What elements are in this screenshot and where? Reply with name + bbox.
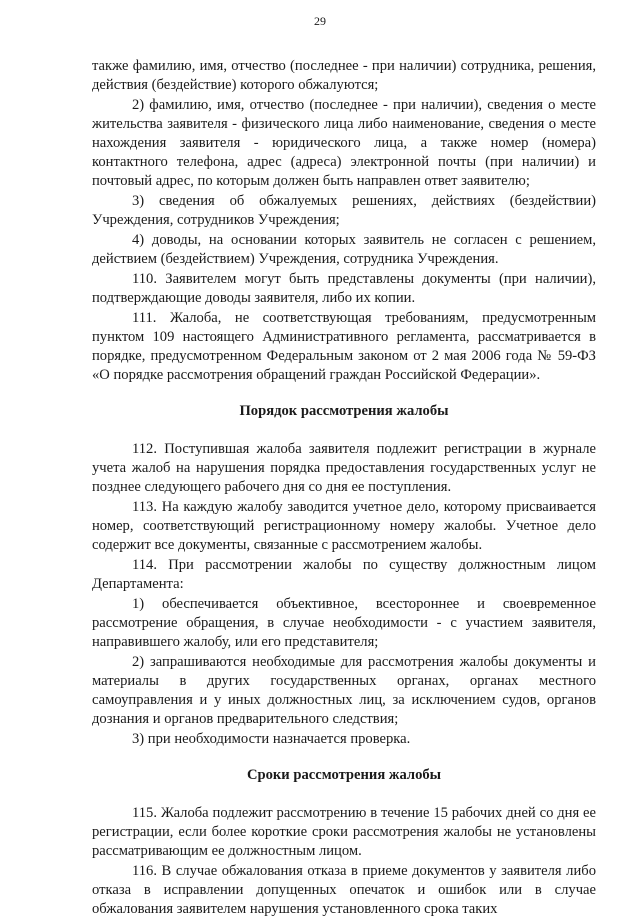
paragraph-114-item-1: 1) обеспечивается объективное, всестороннее и своевременное рассмотрение обращения, в случае необходимости - с участием заявителя, направившего жалобу, или его представителя; bbox=[92, 596, 596, 650]
paragraph-116: 116. В случае обжалования отказа в приеме документов у заявителя либо отказа в исправлении допущенных опечаток и ошибок или в случае обжалования заявителем нарушения установленного срока таких bbox=[92, 863, 596, 917]
document-body bbox=[92, 57, 596, 920]
paragraph-114: 114. При рассмотрении жалобы по существу должностным лицом Департамента: bbox=[92, 557, 596, 592]
paragraph-item-2: 2) фамилию, имя, отчество (последнее - при наличии), сведения о месте жительства заявителя - физического лица либо наименование, сведения о месте нахождения заявителя - юридического лица, а также номер (номера) контактного телефона, адрес (адреса) электронной почты (при наличии) и почтовый адрес, по которым должен быть направлен ответ заявителю; bbox=[92, 97, 596, 189]
paragraph-112: 112. Поступившая жалоба заявителя подлежит регистрации в журнале учета жалоб на нарушения порядка предоставления государственных услуг не позднее следующего рабочего дня со дня ее поступления. bbox=[92, 441, 596, 495]
paragraph-item-4: 4) доводы, на основании которых заявитель не согласен с решением, действием (бездействием) Учреждения, сотрудника Учреждения. bbox=[92, 232, 596, 267]
paragraph-113: 113. На каждую жалобу заводится учетное дело, которому присваивается номер, соответствующий регистрационному номеру жалобы. Учетное дело содержит все документы, связанные с рассмотрением жалобы. bbox=[92, 499, 596, 553]
section-heading-review-procedure: Порядок рассмотрения жалобы bbox=[239, 403, 449, 419]
paragraph-continuation: также фамилию, имя, отчество (последнее - при наличии) сотрудника, решения, действия (бездействие) которого обжалуются; bbox=[92, 58, 596, 93]
paragraph-115: 115. Жалоба подлежит рассмотрению в течение 15 рабочих дней со дня ее регистрации, если более короткие сроки рассмотрения жалобы не установлены рассматривающим ее должностным лицом. bbox=[92, 805, 596, 859]
section-heading-review-terms: Сроки рассмотрения жалобы bbox=[246, 767, 442, 783]
paragraph-110: 110. Заявителем могут быть представлены документы (при наличии), подтверждающие доводы заявителя, либо их копии. bbox=[92, 271, 596, 306]
paragraph-114-item-2: 2) запрашиваются необходимые для рассмотрения жалобы документы и материалы в других государственных органах, органах местного самоуправления и у иных должностных лиц, за исключением судов, органов дознания и органов предварительного следствия; bbox=[92, 654, 596, 727]
paragraph-114-item-3: 3) при необходимости назначается проверка. bbox=[132, 731, 411, 747]
paragraph-item-3: 3) сведения об обжалуемых решениях, действиях (бездействии) Учреждения, сотрудников Учреждения; bbox=[92, 193, 596, 228]
paragraph-111: 111. Жалоба, не соответствующая требованиям, предусмотренным пунктом 109 настоящего Административного регламента, рассматривается в порядке, предусмотренном Федеральным законом от 2 мая 2006 года № 59-ФЗ «О порядке рассмотрения обращений граждан Российской Федерации». bbox=[92, 310, 596, 383]
page-number: 29 bbox=[314, 14, 326, 28]
